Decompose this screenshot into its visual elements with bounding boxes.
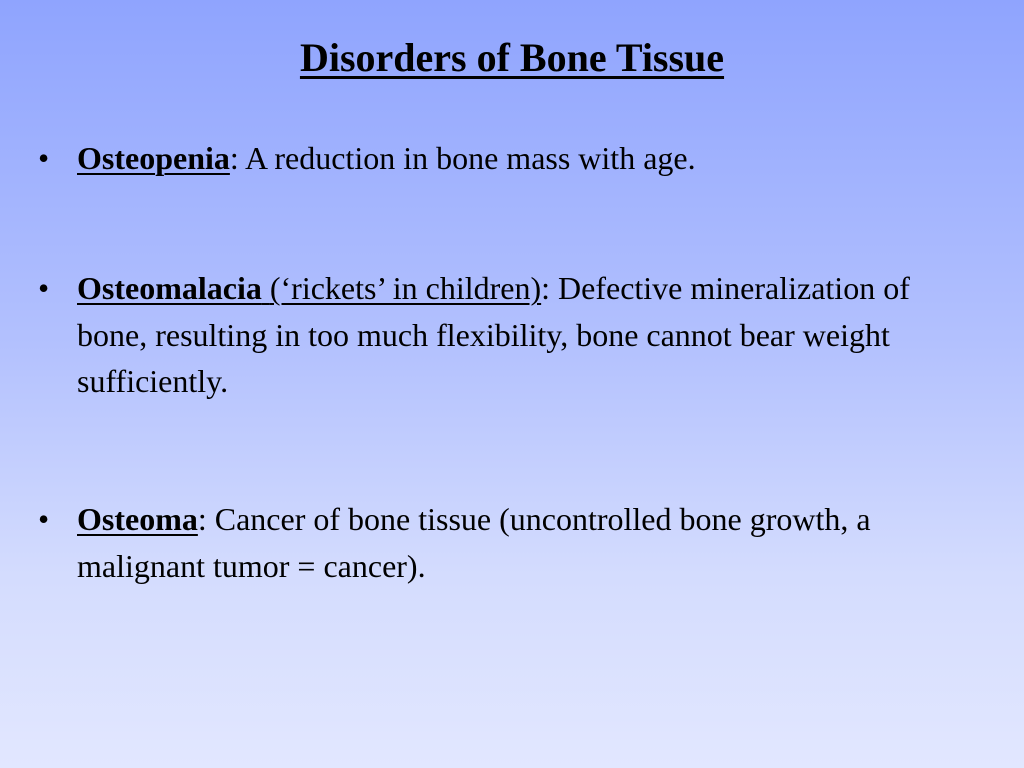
- bullet-text: [77, 496, 938, 589]
- bullet-term: Osteopenia: [77, 140, 230, 176]
- bullet-parenthetical-text: (‘rickets’ in children): [269, 270, 542, 306]
- bullet-text: [77, 135, 938, 182]
- bullet-description: Defective mineralization of bone, resulting in too much flexibility, bone cannot bear weight sufficiently.: [77, 270, 910, 399]
- bullet-icon: •: [38, 501, 50, 537]
- slide-title-text: Disorders of Bone Tissue: [299, 35, 725, 80]
- bullet-icon: •: [38, 270, 50, 306]
- bullet-item-osteomalacia: [38, 265, 938, 405]
- bullet-term: Osteomalacia: [77, 270, 262, 306]
- bullet-item-osteoma: [38, 496, 938, 589]
- bullet-separator: :: [541, 270, 559, 306]
- bullet-term: Osteoma: [77, 501, 198, 537]
- bullet-separator: :: [229, 140, 246, 176]
- bullet-icon: •: [38, 140, 50, 176]
- bullet-description: Cancer of bone tissue (uncontrolled bone growth, a malignant tumor = cancer).: [77, 501, 871, 584]
- bullet-parenthetical: [262, 270, 541, 306]
- bullet-description: A reduction in bone mass with age.: [245, 140, 696, 176]
- bullet-item-osteopenia: [38, 135, 938, 182]
- bullet-separator: :: [197, 501, 215, 537]
- bullet-text: [77, 265, 938, 405]
